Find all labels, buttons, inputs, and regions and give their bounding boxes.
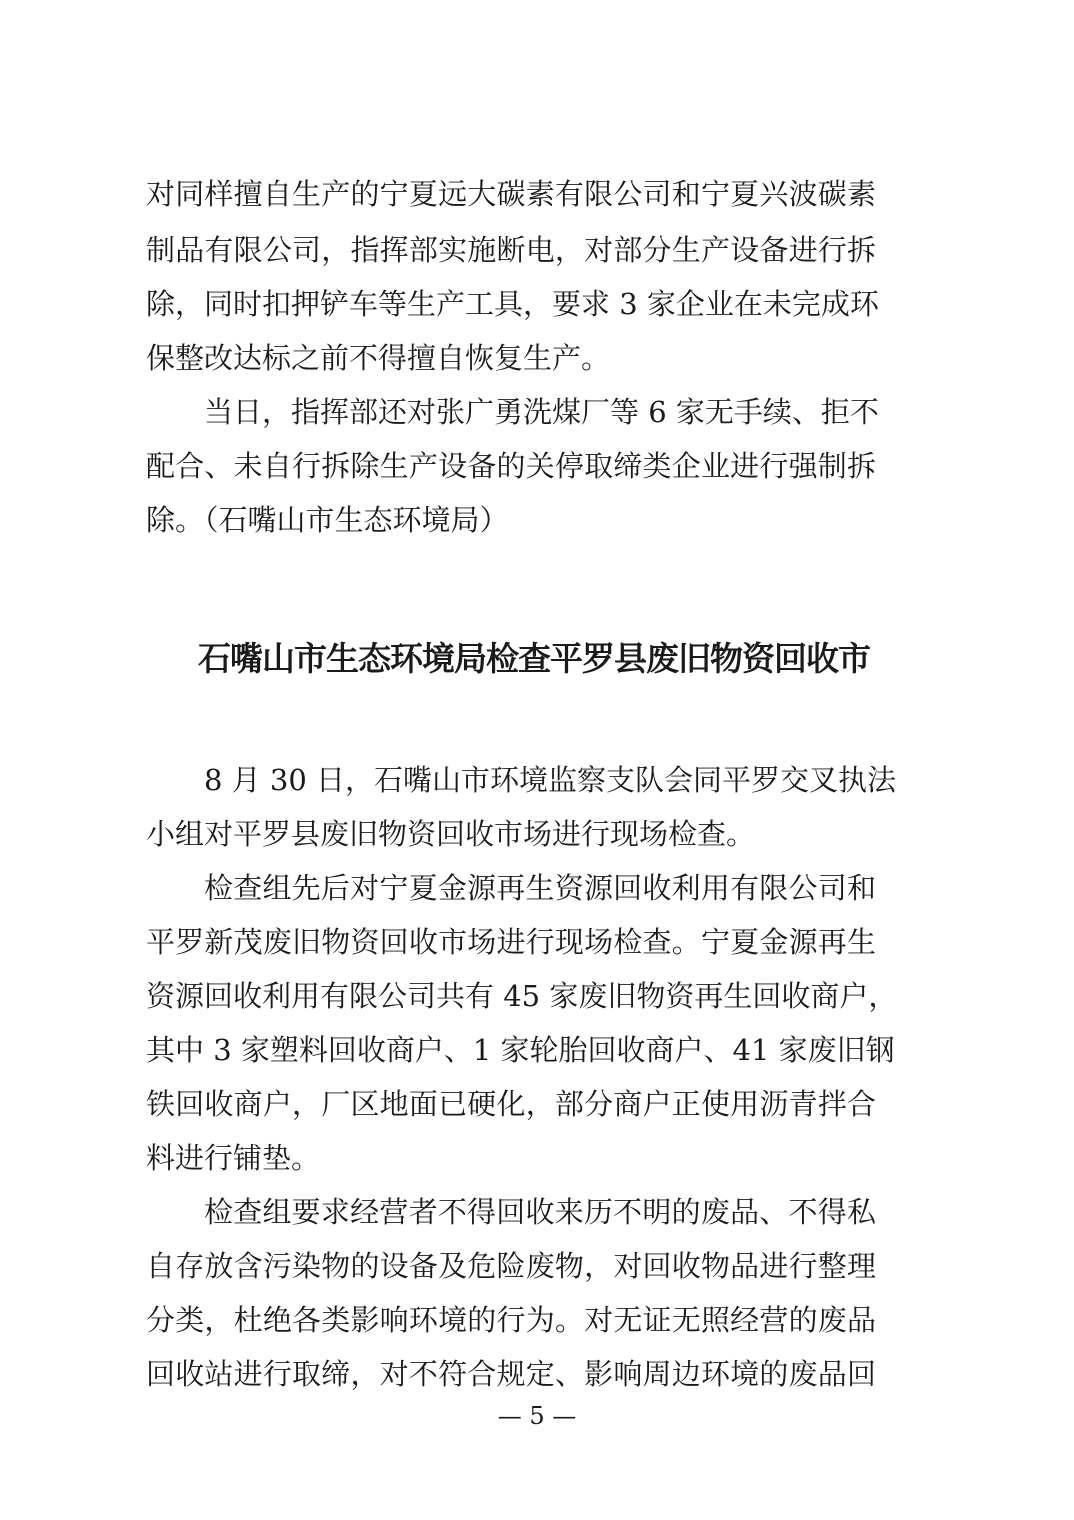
paragraph-line: 除，同时扣押铲车等生产工具，要求 3 家企业在未完成环: [146, 287, 879, 321]
paragraph-line: 资源回收利用有限公司共有 45 家废旧物资再生回收商户，: [146, 979, 898, 1013]
paragraph-line: 回收站进行取缔，对不符合规定、影响周边环境的废品回: [146, 1357, 876, 1391]
section-title: 石嘴山市生态环境局检查平罗县废旧物资回收市: [198, 639, 870, 678]
paragraph-line: 平罗新茂废旧物资回收市场进行现场检查。宁夏金源再生: [146, 925, 876, 959]
paragraph-line: 除。（石嘴山市生态环境局）: [146, 503, 509, 537]
page-number: — 5 —: [497, 1402, 577, 1430]
paragraph-line: 检查组要求经营者不得回收来历不明的废品、不得私: [204, 1195, 876, 1229]
paragraph-line: 检查组先后对宁夏金源再生资源回收利用有限公司和: [204, 871, 876, 905]
paragraph-line: 制品有限公司，指挥部实施断电，对部分生产设备进行拆: [146, 233, 876, 267]
paragraph-line: 铁回收商户，厂区地面已硬化，部分商户正使用沥青拌合: [146, 1087, 876, 1121]
paragraph-line: 对同样擅自生产的宁夏远大碳素有限公司和宁夏兴波碳素: [146, 177, 876, 211]
paragraph-line: 自存放含污染物的设备及危险废物，对回收物品进行整理: [146, 1249, 876, 1283]
paragraph-line: 分类，杜绝各类影响环境的行为。对无证无照经营的废品: [146, 1303, 876, 1337]
paragraph-line: 料进行铺垫。: [146, 1141, 321, 1175]
paragraph-line: 配合、未自行拆除生产设备的关停取缔类企业进行强制拆: [146, 449, 876, 483]
paragraph-line: 8 月 30 日，石嘴山市环境监察支队会同平罗交叉执法: [204, 763, 897, 797]
paragraph-line: 当日，指挥部还对张广勇洗煤厂等 6 家无手续、拒不: [204, 395, 879, 429]
paragraph-line: 小组对平罗县废旧物资回收市场进行现场检查。: [146, 817, 756, 851]
paragraph-line: 保整改达标之前不得擅自恢复生产。: [146, 341, 611, 375]
paragraph-line: 其中 3 家塑料回收商户、1 家轮胎回收商户、41 家废旧钢: [146, 1033, 895, 1067]
